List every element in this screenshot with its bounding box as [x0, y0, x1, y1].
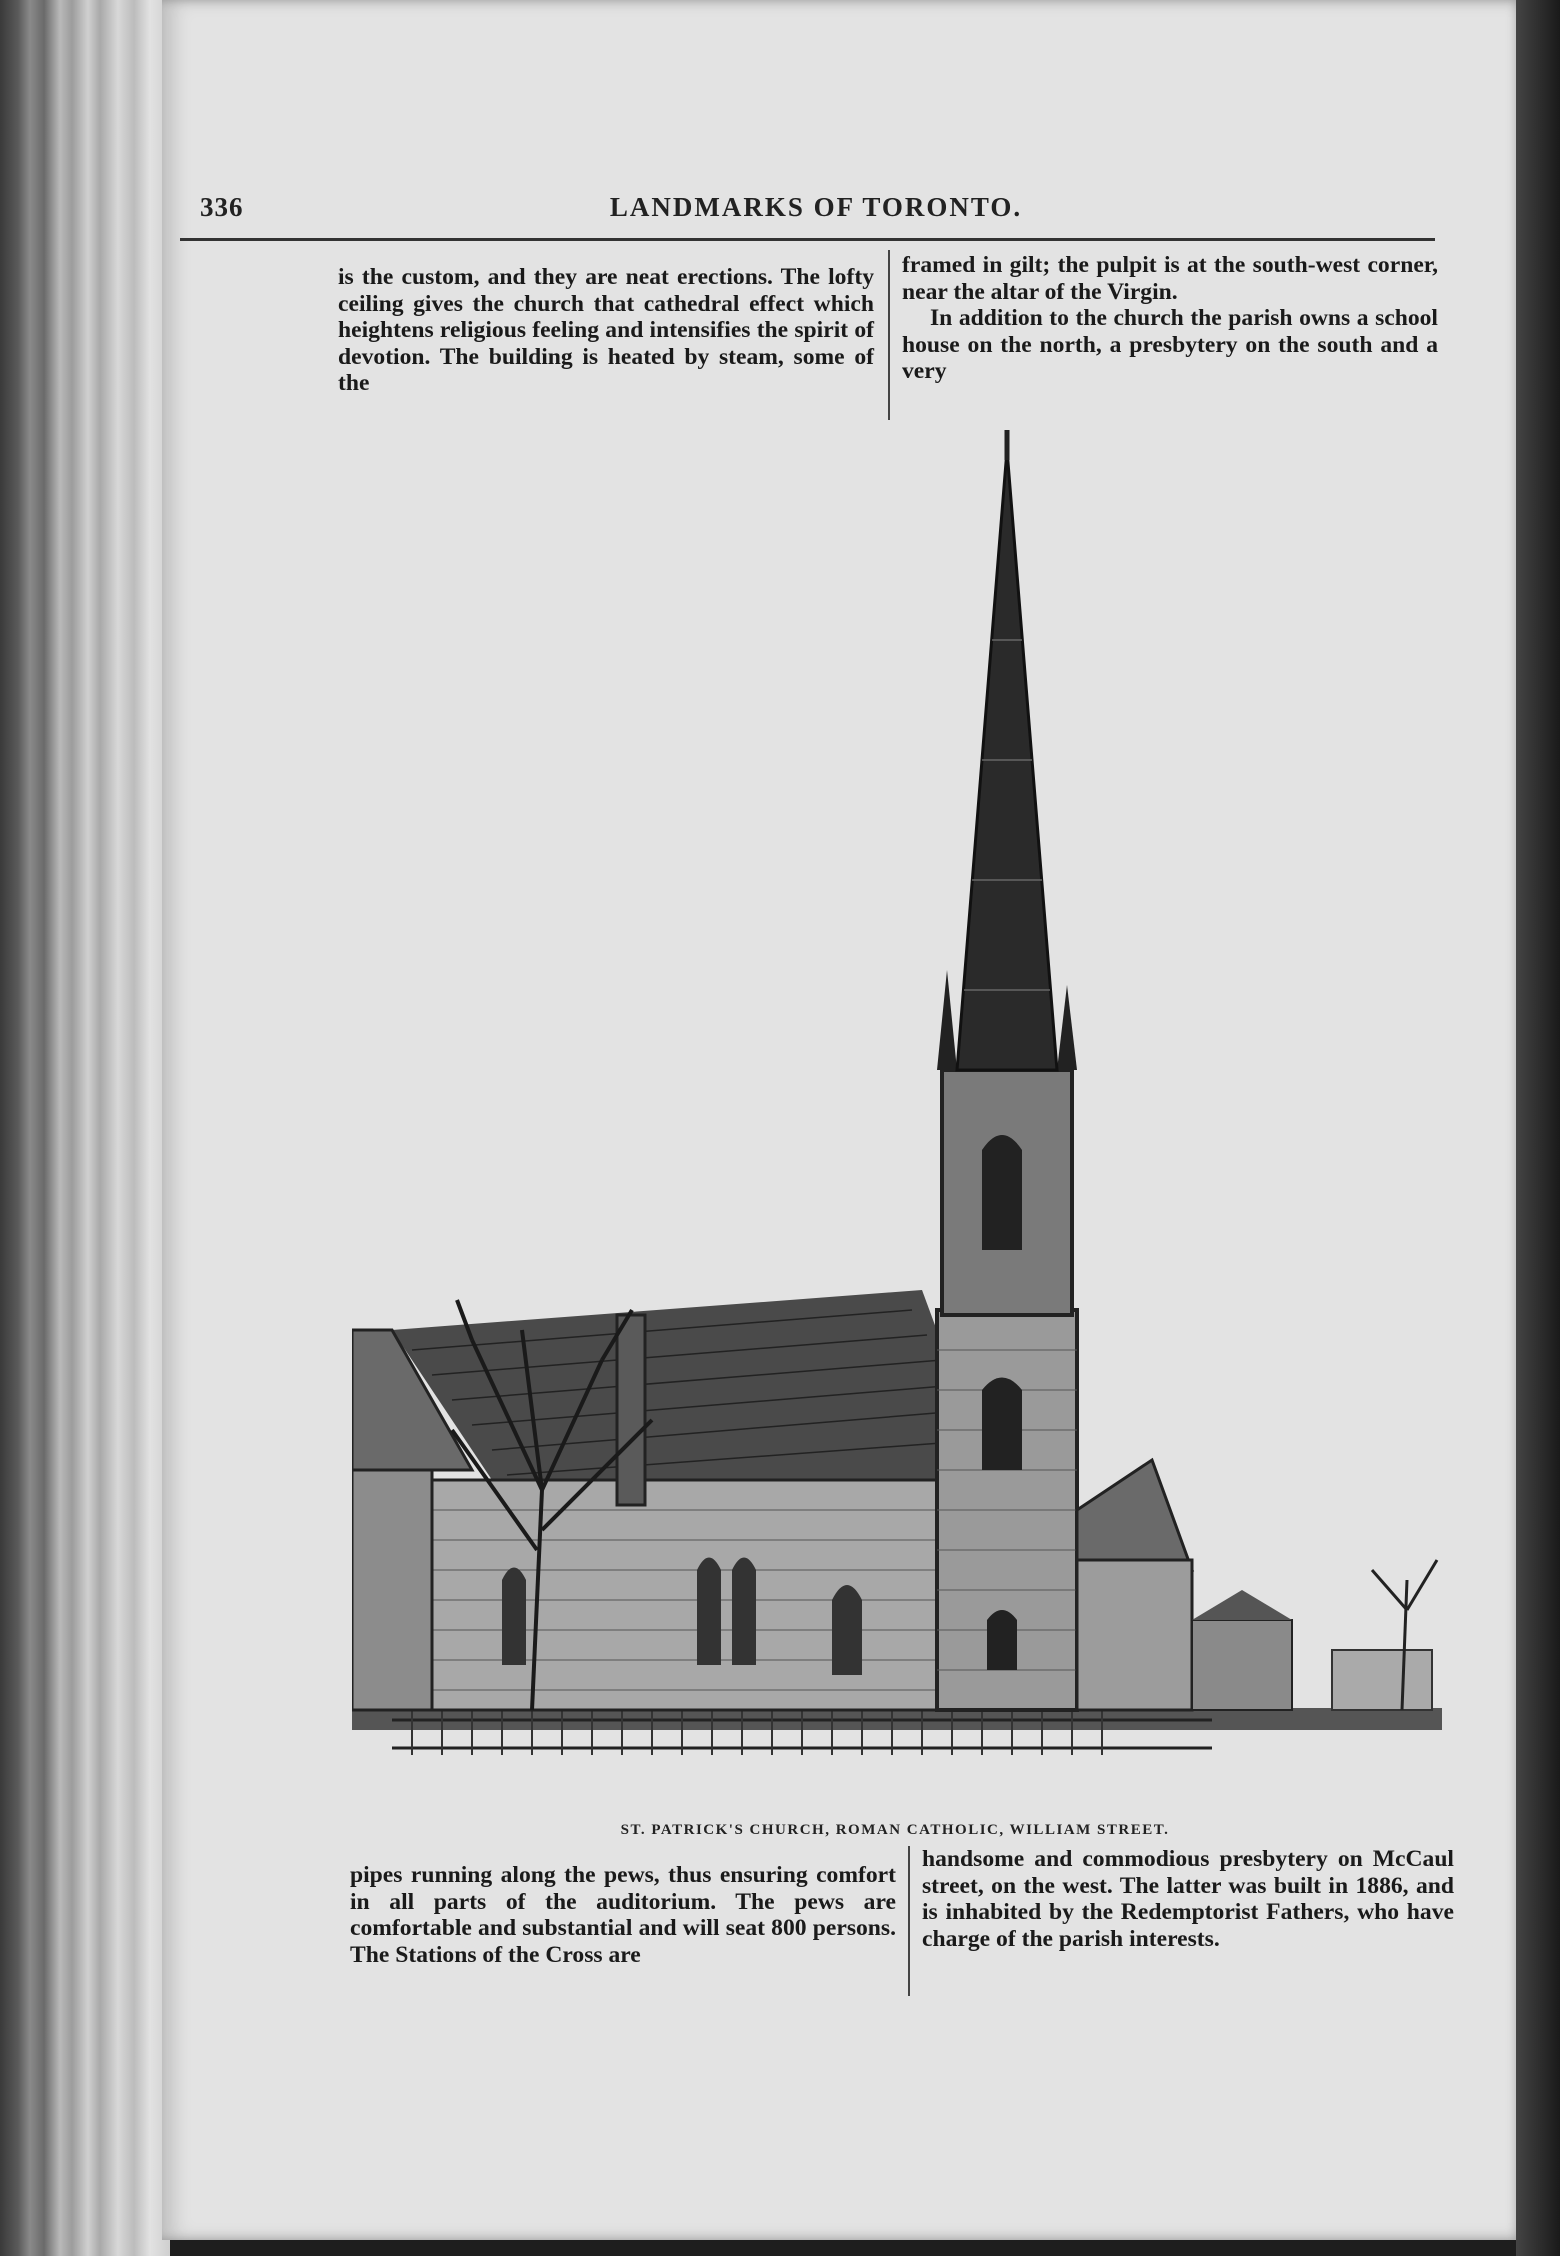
- paragraph: framed in gilt; the pulpit is at the south-west corner, near the altar of the Virgin.: [902, 252, 1438, 305]
- tower-window: [982, 1378, 1022, 1471]
- nave-roof: [392, 1290, 992, 1510]
- page-number: 336: [200, 192, 244, 222]
- illustration-caption: ST. PATRICK'S CHURCH, ROMAN CATHOLIC, WILLIAM STREET.: [620, 1822, 1170, 1838]
- gutter-shadow: [1516, 0, 1560, 2256]
- left-annex-wall: [352, 1470, 432, 1710]
- top-left-column: [338, 264, 874, 397]
- top-right-column: [902, 252, 1438, 385]
- right-wing-roof: [1077, 1460, 1192, 1570]
- right-wing-wall: [1077, 1560, 1192, 1710]
- paragraph: In addition to the church the parish owns a school house on the north, a presbytery on the south and a very: [902, 305, 1438, 384]
- running-title: LANDMARKS OF TORONTO.: [609, 192, 1023, 222]
- chimney: [617, 1315, 645, 1505]
- belfry-window: [982, 1135, 1022, 1250]
- bottom-left-column: [350, 1862, 896, 1968]
- book-page-edges: [0, 0, 170, 2256]
- header-rule: [180, 238, 1435, 241]
- bottom-right-column: [922, 1846, 1454, 1952]
- page-header: [200, 192, 1432, 236]
- tower-door: [987, 1610, 1017, 1670]
- paragraph: is the custom, and they are neat erections. The lofty ceiling gives the church that cathedral effect which heightens religious feeling and intensifies the spirit of devotion. The building is heated by steam, some of the: [338, 264, 874, 396]
- left-pinnacle: [937, 970, 957, 1070]
- distant-house-roof: [1192, 1590, 1292, 1620]
- right-pinnacle: [1057, 985, 1077, 1070]
- paragraph: pipes running along the pews, thus ensuring comfort in all parts of the auditorium. The pews are comfortable and substantial and will seat 800 persons. The Stations of the Cross are: [350, 1862, 896, 1968]
- distant-house-2: [1332, 1650, 1432, 1710]
- paragraph: handsome and commodious presbytery on McCaul street, on the west. The latter was built in 1886, and is inhabited by the Redemptorist Fathers, who have charge of the parish interests.: [922, 1846, 1454, 1952]
- church-illustration: [352, 430, 1442, 1820]
- column-divider: [908, 1846, 910, 1996]
- nave-wall: [392, 1480, 992, 1710]
- column-divider: [888, 250, 890, 420]
- distant-house: [1192, 1620, 1292, 1710]
